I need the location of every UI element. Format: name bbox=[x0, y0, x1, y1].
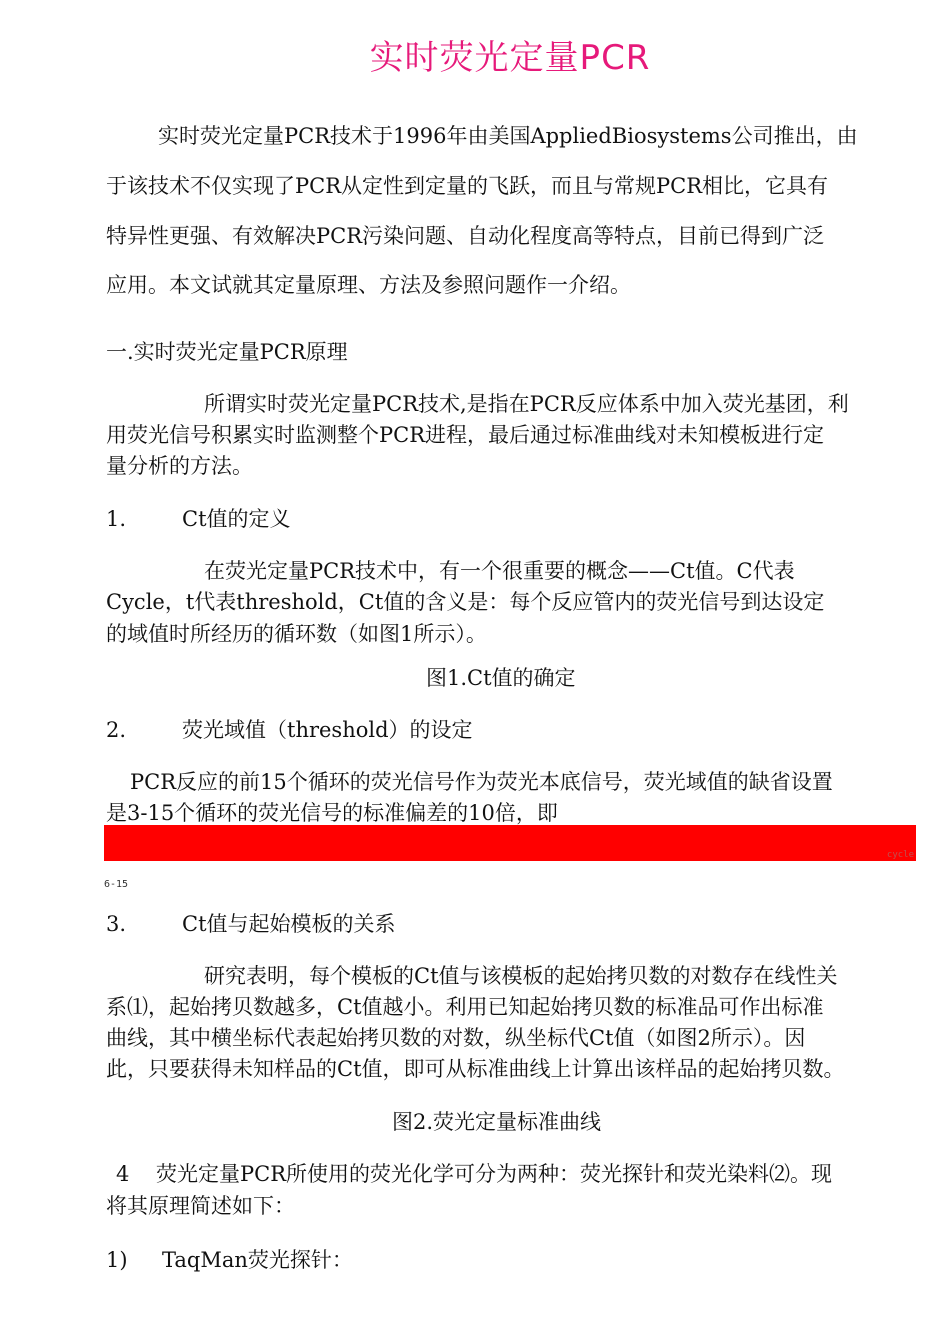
subsection-number: 2. bbox=[106, 718, 127, 742]
subsection-number: 1. bbox=[106, 507, 127, 531]
subsection-number: 1) bbox=[106, 1248, 128, 1272]
subsection-title: 荧光域值（threshold）的设定 bbox=[182, 718, 473, 742]
subsection-heading bbox=[106, 503, 918, 533]
subsection-heading bbox=[106, 1244, 918, 1274]
paragraph-text: 荧光定量PCR所使用的荧光化学可分为两种：荧光探针和荧光染料⑵。现 bbox=[156, 1162, 833, 1186]
figure-caption: 图1.Ct值的确定 bbox=[426, 666, 576, 690]
intro-line: 于该技术不仅实现了PCR从定性到定量的飞跃，而且与常规PCR相比，它具有 bbox=[106, 174, 829, 198]
subsection-heading bbox=[106, 908, 918, 938]
intro-line: 应用。本文试就其定量原理、方法及参照问题作一介绍。 bbox=[106, 273, 631, 297]
paragraph-line: 所谓实时荧光定量PCR技术,是指在PCR反应体系中加入荧光基团，利 bbox=[204, 392, 849, 416]
paragraph-line: 在荧光定量PCR技术中，有一个很重要的概念——Ct值。C代表 bbox=[204, 559, 795, 583]
subsection-number: 3. bbox=[106, 912, 127, 936]
subsection-heading bbox=[106, 714, 918, 744]
figure-caption: 图2.荧光定量标准曲线 bbox=[392, 1110, 602, 1134]
paragraph-line: 研究表明，每个模板的Ct值与该模板的起始拷贝数的对数存在线性关 bbox=[204, 964, 838, 988]
intro-line: 实时荧光定量PCR技术于1996年由美国AppliedBiosystems公司推出，由 bbox=[158, 124, 858, 148]
item-number: 4 bbox=[116, 1162, 130, 1186]
subsection-title: Ct值与起始模板的关系 bbox=[182, 912, 396, 936]
paragraph-line: 量分析的方法。 bbox=[106, 454, 253, 478]
intro-line: 特异性更强、有效解决PCR污染问题、自动化程度高等特点，目前已得到广泛 bbox=[106, 224, 825, 248]
paragraph-line: 的域值时所经历的循环数（如图1所示）。 bbox=[106, 622, 487, 646]
paragraph-line: 此，只要获得未知样品的Ct值，即可从标准曲线上计算出该样品的起始拷贝数。 bbox=[106, 1057, 845, 1081]
paragraph-line: PCR反应的前15个循环的荧光信号作为荧光本底信号，荧光域值的缺省设置 bbox=[130, 770, 833, 794]
subsection-title: Ct值的定义 bbox=[182, 507, 291, 531]
paragraph-line bbox=[116, 1158, 928, 1188]
paragraph-line: 曲线，其中横坐标代表起始拷贝数的对数，纵坐标代Ct值（如图2所示）。因 bbox=[106, 1026, 806, 1050]
paragraph-line: 将其原理简述如下： bbox=[106, 1194, 295, 1218]
paragraph-line: 系⑴，起始拷贝数越多，Ct值越小。利用已知起始拷贝数的标准品可作出标准 bbox=[106, 995, 824, 1019]
section-heading: 一.实时荧光定量PCR原理 bbox=[106, 340, 348, 364]
formula-placeholder-bar bbox=[104, 825, 916, 861]
paragraph-line: 用荧光信号积累实时监测整个PCR进程，最后通过标准曲线对未知模板进行定 bbox=[106, 423, 825, 447]
paragraph-line: Cycle，t代表threshold，Ct值的含义是：每个反应管内的荧光信号到达设定 bbox=[106, 590, 825, 614]
formula-subscript: cycle bbox=[886, 850, 914, 860]
subsection-title: TaqMan荧光探针： bbox=[162, 1248, 353, 1272]
formula-range-label: 6-15 bbox=[104, 879, 129, 890]
document-title: 实时荧光定量PCR bbox=[369, 38, 651, 78]
paragraph-line: 是3-15个循环的荧光信号的标准偏差的10倍，即 bbox=[106, 801, 558, 825]
